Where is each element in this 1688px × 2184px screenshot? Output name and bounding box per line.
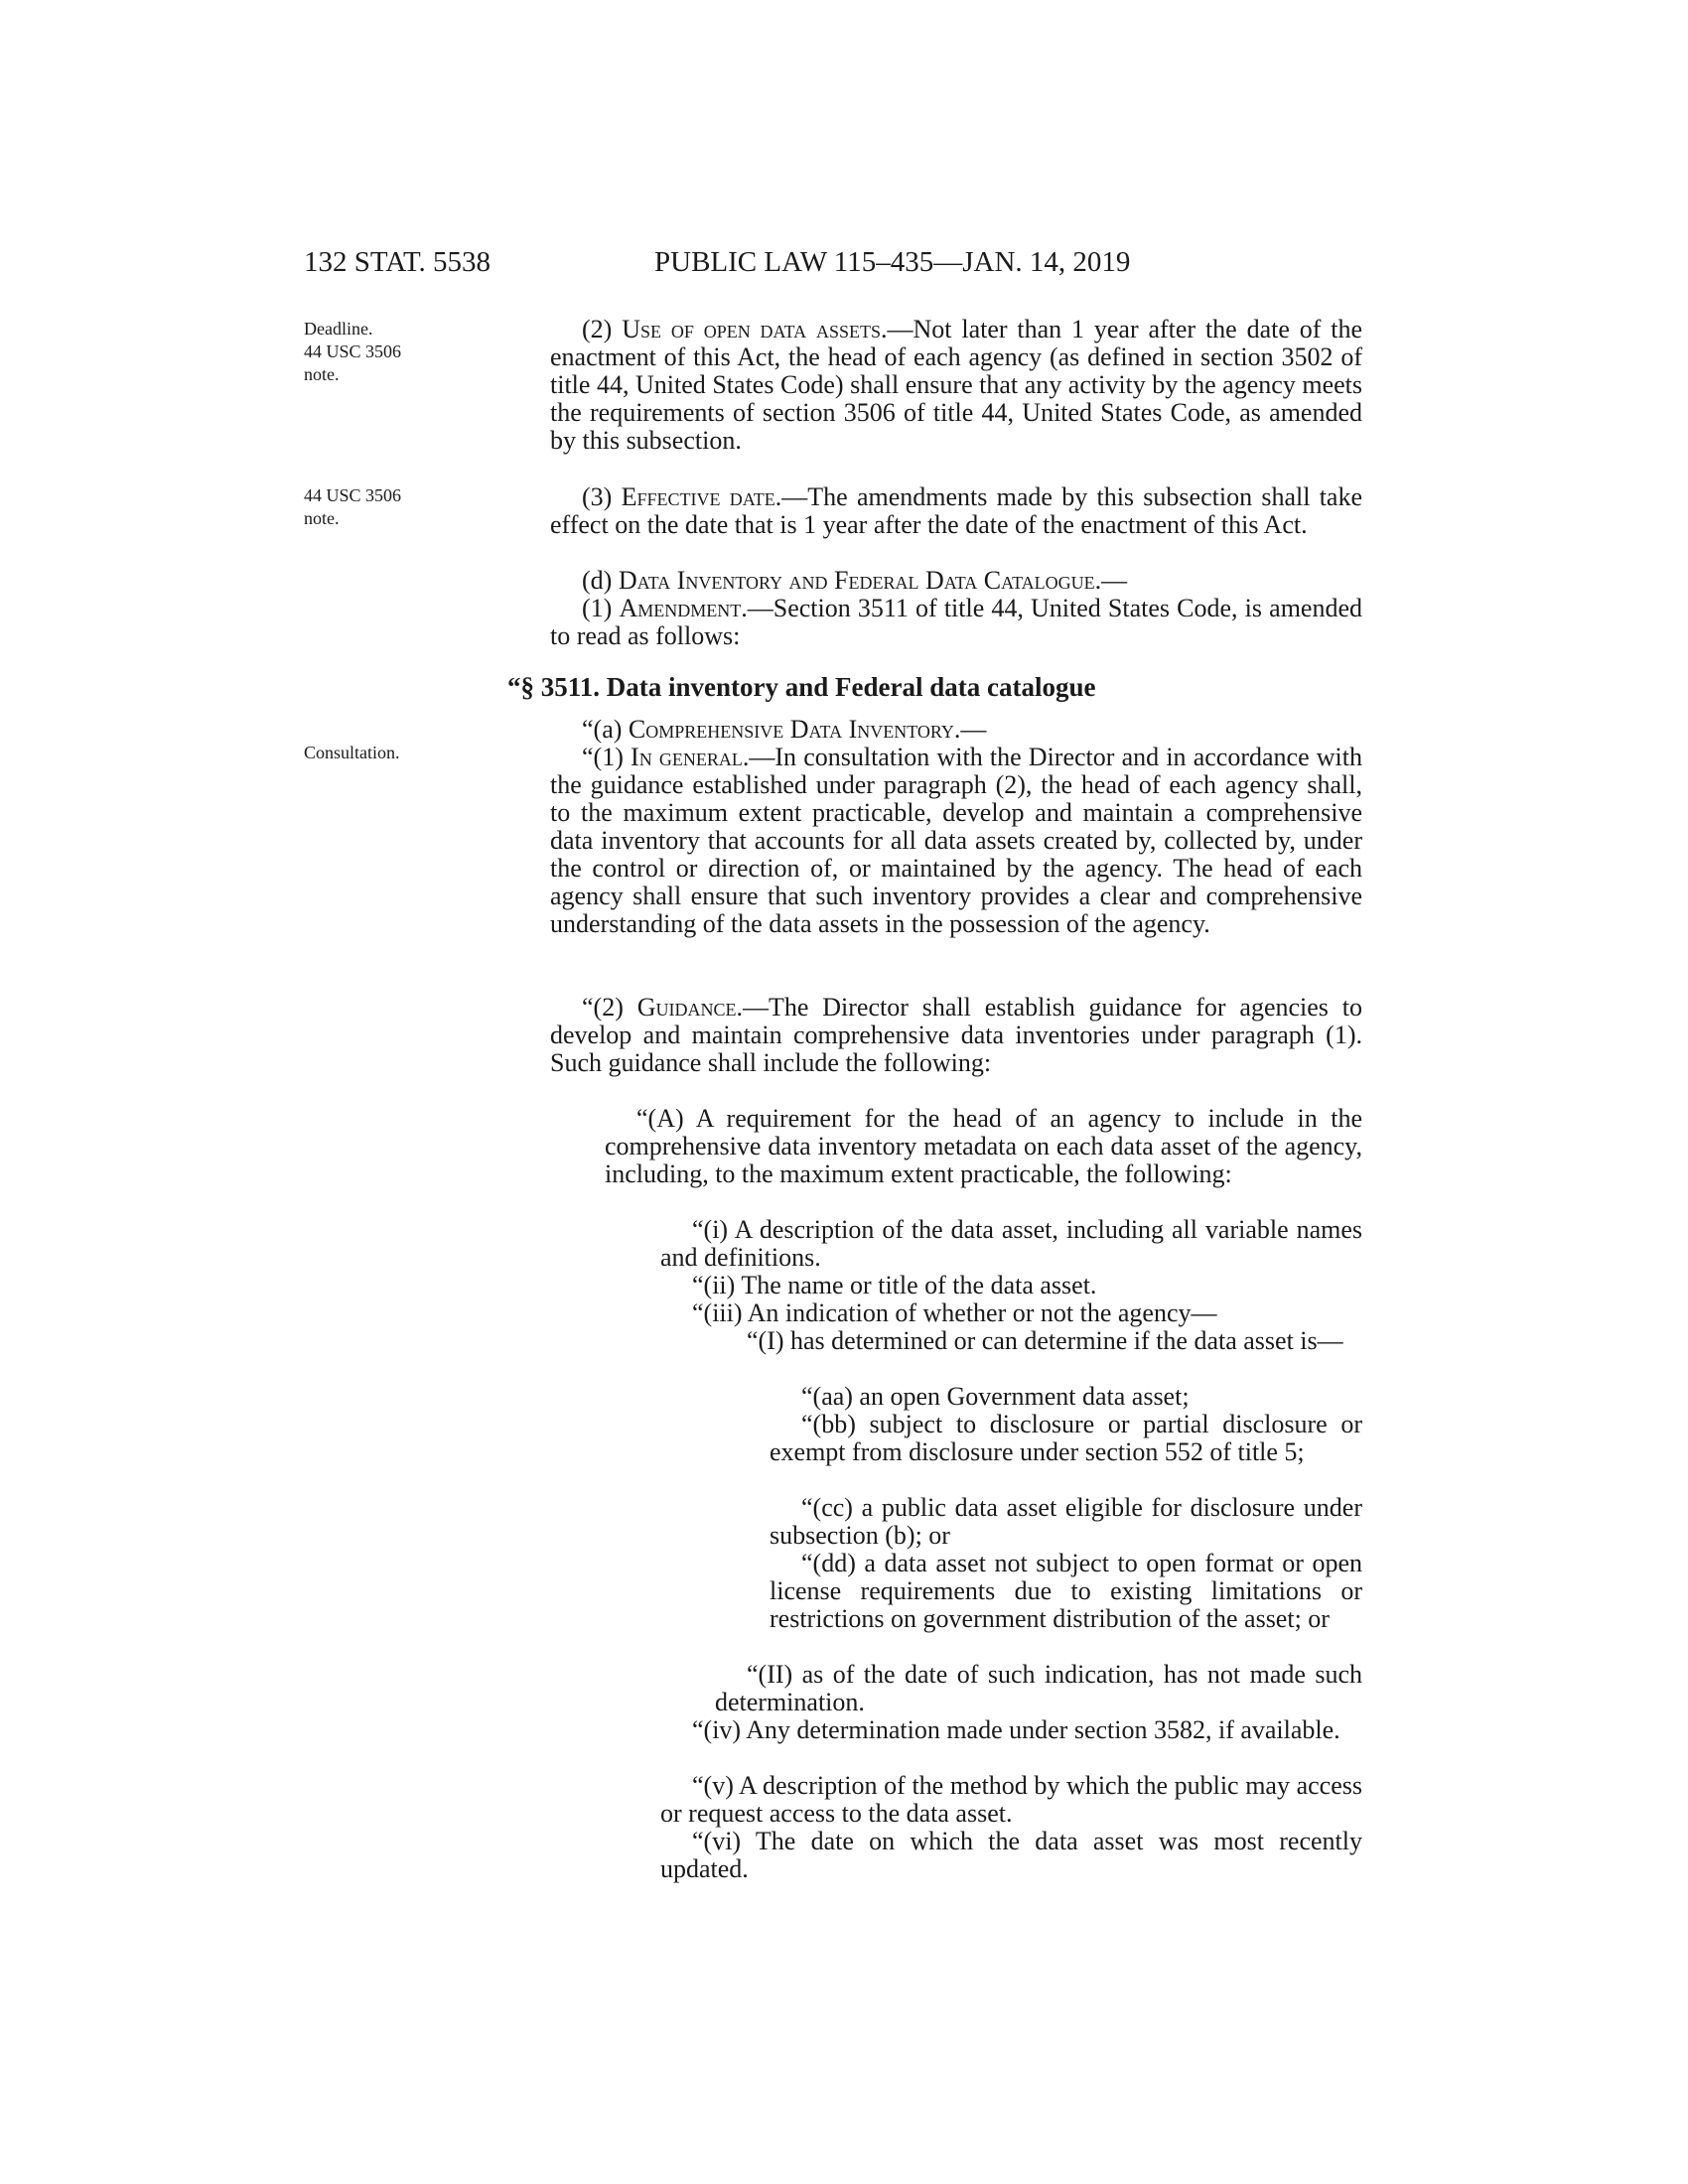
paragraph-heading: Use of open data assets.: [622, 315, 888, 343]
clause-vi: “(vi) The date on which the data asset was most recently updated.: [660, 1827, 1362, 1883]
paragraph-number: “(2): [582, 993, 624, 1022]
subsection-a-heading: [550, 716, 1362, 744]
margin-note-note: note.: [304, 364, 340, 384]
paragraph-a1-in-general: [550, 744, 1362, 938]
paragraph-text: —In consultation with the Director and in accordance with the guidance established under paragraph (2), the head of each agency shall, to the maximum extent practicable, develop and maintain a comprehensive data inventory that accounts for all data assets created by, collected by, under the control or direction of, or maintained by the agency. The head of each agency shall ensure that such inventory provides a clear and comprehensive understanding of the data assets in the possession of the agency.: [550, 743, 1363, 938]
item-bb: “(bb) subject to disclosure or partial disclosure or exempt from disclosure under section 552 of title 5;: [770, 1410, 1362, 1466]
subclause-I: “(I) has determined or can determine if the data asset is—: [747, 1326, 1343, 1355]
subsection-number: (d): [582, 566, 613, 595]
paragraph-2-use-of-open-data-assets: [550, 316, 1362, 455]
subsection-d-heading: [550, 567, 1362, 595]
page-header: [304, 246, 1362, 286]
subsection-dash: —: [960, 715, 987, 744]
section-3511-heading: “§ 3511. Data inventory and Federal data catalogue: [507, 672, 1096, 702]
subsection-dash: —: [1101, 566, 1128, 595]
clause-iii: “(iii) An indication of whether or not the agency—: [692, 1298, 1217, 1327]
paragraph-d1-amendment: [550, 595, 1362, 650]
paragraph-text: —The amendments made by this subsection shall take effect on the date that is 1 year after the date of the enactment of this Act.: [550, 482, 1363, 539]
paragraph-text: —Not later than 1 year after the date of the enactment of this Act, the head of each agency (as defined in section 3502 of title 44, United States Code) shall ensure that any activity by the agency meets the requirements of section 3506 of title 44, United States Code, as amended by this subsection.: [550, 315, 1363, 455]
paragraph-number: (1): [582, 594, 613, 622]
clause-ii: “(ii) The name or title of the data asset.: [692, 1271, 1097, 1299]
paragraph-3-effective-date: [550, 483, 1362, 539]
margin-note-consultation: [304, 742, 453, 764]
margin-note-consultation-label: Consultation.: [304, 743, 400, 762]
margin-note-usc-citation: 44 USC 3506: [304, 341, 402, 361]
statute-page-number: 132 STAT. 5538: [304, 246, 492, 278]
paragraph-heading: Guidance.: [636, 993, 743, 1022]
margin-note-effective: [304, 484, 453, 530]
clause-i: “(i) A description of the data asset, including all variable names and definitions.: [660, 1215, 1362, 1272]
clause-v: “(v) A description of the method by which the public may access or request access to the data asset.: [660, 1771, 1362, 1828]
paragraph-number: “(1): [582, 743, 624, 771]
paragraph-number: (2): [582, 315, 613, 343]
margin-note-note: note.: [304, 508, 340, 528]
paragraph-a2-guidance: [550, 994, 1362, 1077]
item-aa: “(aa) an open Government data asset;: [801, 1382, 1190, 1411]
public-law-title: PUBLIC LAW 115–435—JAN. 14, 2019: [654, 246, 1131, 278]
margin-note-usc-citation: 44 USC 3506: [304, 485, 402, 505]
margin-note-deadline-label: Deadline.: [304, 319, 373, 339]
paragraph-heading: Amendment.: [619, 594, 748, 622]
paragraph-number: (3): [582, 482, 613, 511]
paragraph-heading: Effective date.: [621, 482, 782, 511]
paragraph-heading: In general.: [631, 743, 750, 771]
subclause-II: “(II) as of the date of such indication, has not made such determination.: [715, 1660, 1362, 1716]
subsection-heading: Data Inventory and Federal Data Catalogue.: [618, 566, 1102, 595]
subsection-number: “(a): [582, 715, 623, 744]
item-cc: “(cc) a public data asset eligible for disclosure under subsection (b); or: [770, 1493, 1362, 1550]
subparagraph-A: “(A) A requirement for the head of an agency to include in the comprehensive data inventory metadata on each data asset of the agency, including, to the maximum extent practicable, the following:: [605, 1104, 1362, 1188]
clause-iv: “(iv) Any determination made under section 3582, if available.: [692, 1715, 1340, 1744]
paragraph-text: —Section 3511 of title 44, United States Code, is amended to read as follows:: [550, 594, 1362, 650]
item-dd: “(dd) a data asset not subject to open format or open license requirements due to existing limitations or restrictions on government distribution of the asset; or: [770, 1549, 1362, 1633]
margin-note-deadline: [304, 318, 453, 386]
subsection-heading: Comprehensive Data Inventory.: [628, 715, 961, 744]
paragraph-text: —The Director shall establish guidance for agencies to develop and maintain comprehensive data inventories under paragraph (1). Such guidance shall include the following:: [550, 993, 1362, 1077]
